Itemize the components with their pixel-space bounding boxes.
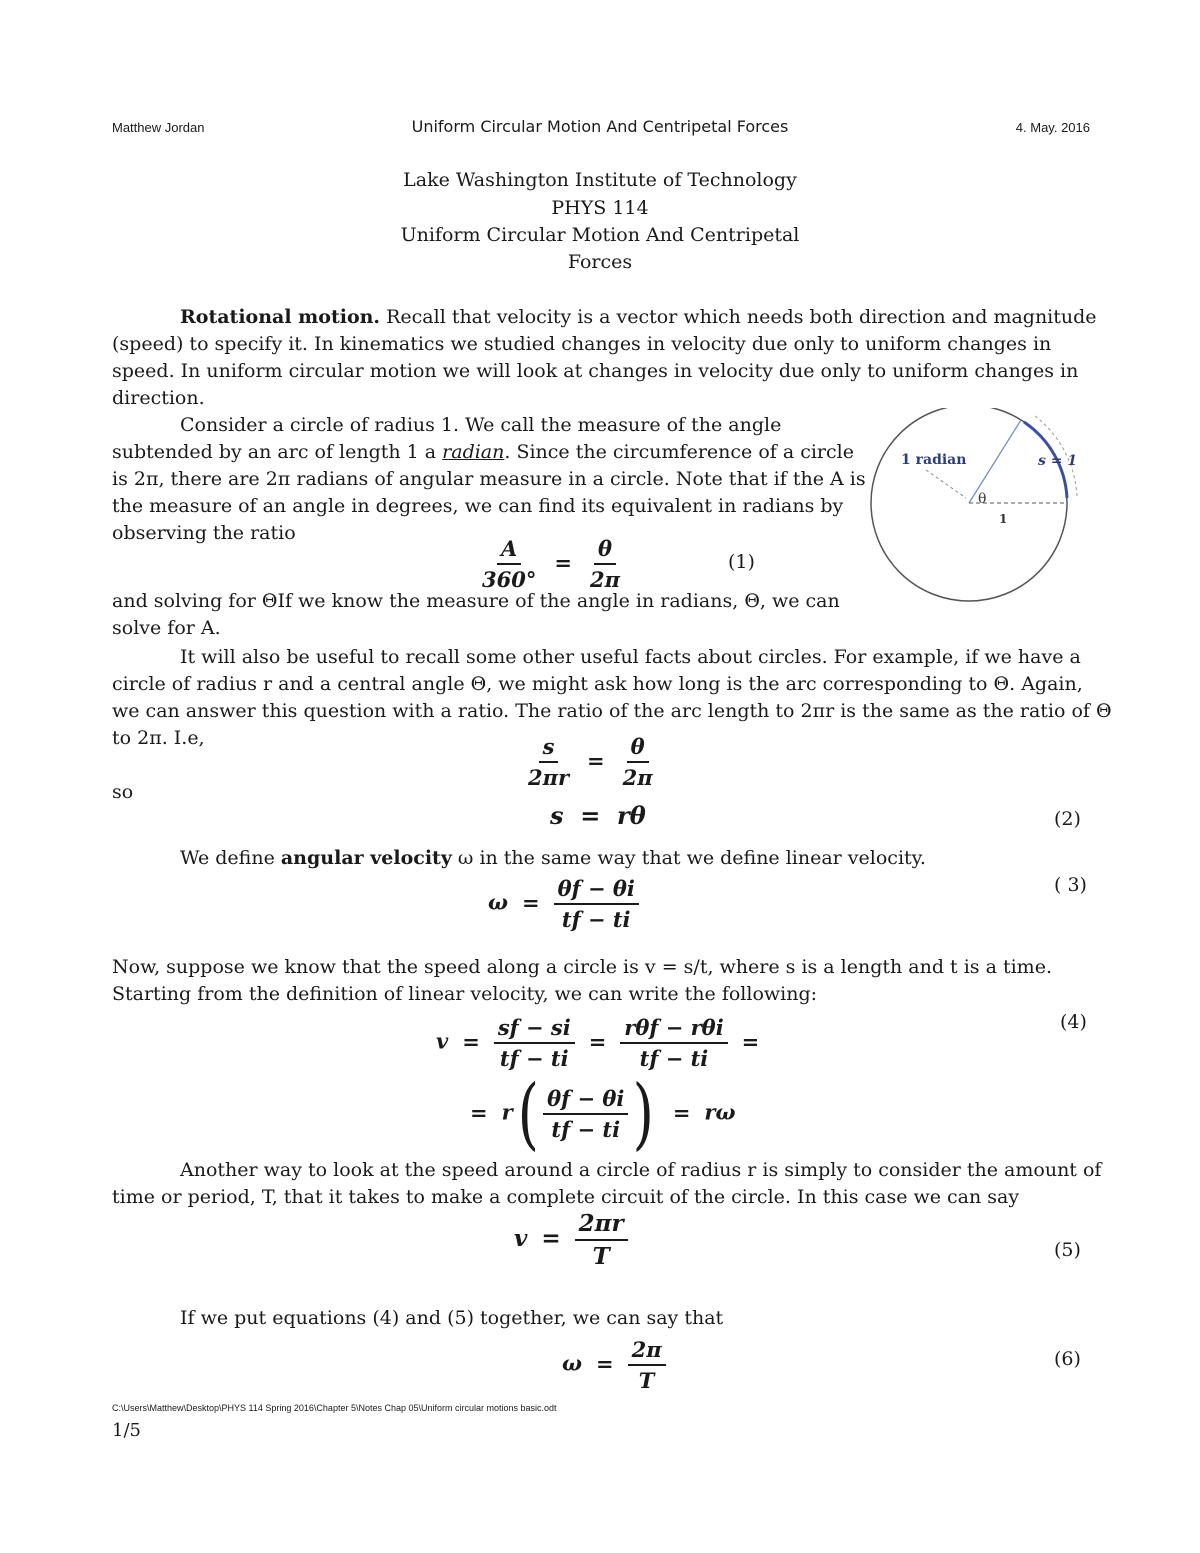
paragraph-speed-line1: Now, suppose we know that the speed along a circle is v = s/t, where s is a length and t is a time. [112, 956, 1052, 978]
paragraph-arc-line3: we can answer this question with a ratio. The ratio of the arc length to 2πr is the same as the ratio of Θ [112, 700, 1112, 722]
angular-velocity-term: angular velocity [280, 847, 452, 869]
document-title-line1: Uniform Circular Motion And Centripetal [400, 224, 800, 246]
paragraph-radian-line5: observing the ratio [112, 522, 296, 544]
institution-title: Lake Washington Institute of Technology [403, 169, 797, 191]
paragraph-radian-line1: Consider a circle of radius 1. We call the measure of the angle [180, 414, 782, 436]
equation-3-number: ( 3) [1054, 874, 1087, 896]
equation-2: s = rθ [550, 801, 646, 830]
paragraph-solving-line1: and solving for ΘIf we know the measure of the angle in radians, Θ, we can [112, 590, 840, 612]
equation-3: ω = $\frac{\theta f - \theta i}{tf - ti}$ [488, 876, 639, 932]
paragraph-period-line1: Another way to look at the speed around a circle of radius r is simply to consider the amount of [180, 1159, 1102, 1181]
paragraph-solving-line2: solve for A. [112, 617, 221, 639]
equation-5: v = $\frac{2\pi r}{T}$ [514, 1210, 628, 1270]
radius-one-label: 1 [999, 512, 1008, 526]
radian-label: 1 radian [901, 452, 967, 468]
paragraph-rotational-line1: Rotational motion. Recall that velocity is a vector which needs both direction and magnitude [180, 306, 1097, 328]
equation-6-number: (6) [1054, 1348, 1081, 1370]
paragraph-radian-line4: the measure of an angle in degrees, we can find its equivalent in radians by [112, 495, 844, 517]
paragraph-radian-line3: is 2π, there are 2π radians of angular measure in a circle. Note that if the A is [112, 468, 866, 490]
paragraph-angular-velocity: We define angular velocity ω in the same way that we define linear velocity. [180, 847, 926, 869]
radius-line [969, 420, 1021, 503]
paragraph-rotational-line3: speed. In uniform circular motion we will look at changes in velocity due only to uniform changes in [112, 360, 1079, 382]
paragraph-rotational-line4: direction. [112, 387, 205, 409]
paragraph-rotational-line2: (speed) to specify it. In kinematics we studied changes in velocity due only to uniform changes in [112, 333, 1052, 355]
unit-circle [871, 408, 1067, 601]
document-title-line2: Forces [567, 251, 633, 273]
page-number: 1/5 [112, 1420, 141, 1441]
equation-arc-ratio: $\frac{s}{2\pi r}$ = $\frac{\theta}{2\pi}$ [528, 734, 653, 790]
equation-5-number: (5) [1054, 1239, 1081, 1261]
rotational-motion-heading: Rotational motion. [180, 306, 381, 328]
course-code: PHYS 114 [551, 197, 649, 219]
radian-term: radian [442, 441, 505, 463]
equation-1: $\frac{A}{360^\circ}$ = $\frac{\theta}{2\pi}$ [482, 536, 620, 592]
equation-4-number: (4) [1060, 1011, 1087, 1033]
header-author: Matthew Jordan [112, 120, 205, 135]
equation-4-line2: = r( $\frac{\theta f - \theta i}{tf - ti}$ ) = rω [470, 1069, 736, 1159]
equation-2-number: (2) [1054, 808, 1081, 830]
paragraph-arc-line2: circle of radius r and a central angle Θ, we might ask how long is the arc corresponding to Θ. Again, [112, 673, 1083, 695]
paragraph-radian-line2: subtended by an arc of length 1 a radian. Since the circumference of a circle [112, 441, 854, 463]
paragraph-arc-line4: to 2π. I.e, [112, 727, 205, 749]
arc-length-label: s = 1 [1038, 453, 1078, 469]
paragraph-speed-line2: Starting from the definition of linear velocity, we can write the following: [112, 983, 818, 1005]
paragraph-combine: If we put equations (4) and (5) together, we can say that [180, 1307, 724, 1329]
paragraph-arc-line1: It will also be useful to recall some other useful facts about circles. For example, if we have a [180, 646, 1081, 668]
radian-circle-figure [866, 408, 1091, 618]
header-title: Uniform Circular Motion And Centripetal Forces [411, 117, 789, 136]
theta-label: θ [978, 491, 987, 507]
footer-file-path: C:\Users\Matthew\Desktop\PHYS 114 Spring 2016\Chapter 5\Notes Chap 05\Uniform circular motions basic.odt [112, 1403, 557, 1413]
equation-6: ω = $\frac{2\pi}{T}$ [562, 1337, 666, 1393]
equation-1-number: (1) [728, 551, 755, 573]
header-date: 4. May. 2016 [1015, 120, 1090, 135]
equation-4-line1: v = $\frac{sf - si}{tf - ti}$ = $\frac{\text{rθf − rθi}}{tf - ti}$ = [436, 1015, 760, 1071]
paragraph-period-line2: time or period, T, that it takes to make a complete circuit of the circle. In this case we can say [112, 1186, 1020, 1208]
so-label: so [112, 781, 134, 803]
label-leader [926, 470, 966, 498]
